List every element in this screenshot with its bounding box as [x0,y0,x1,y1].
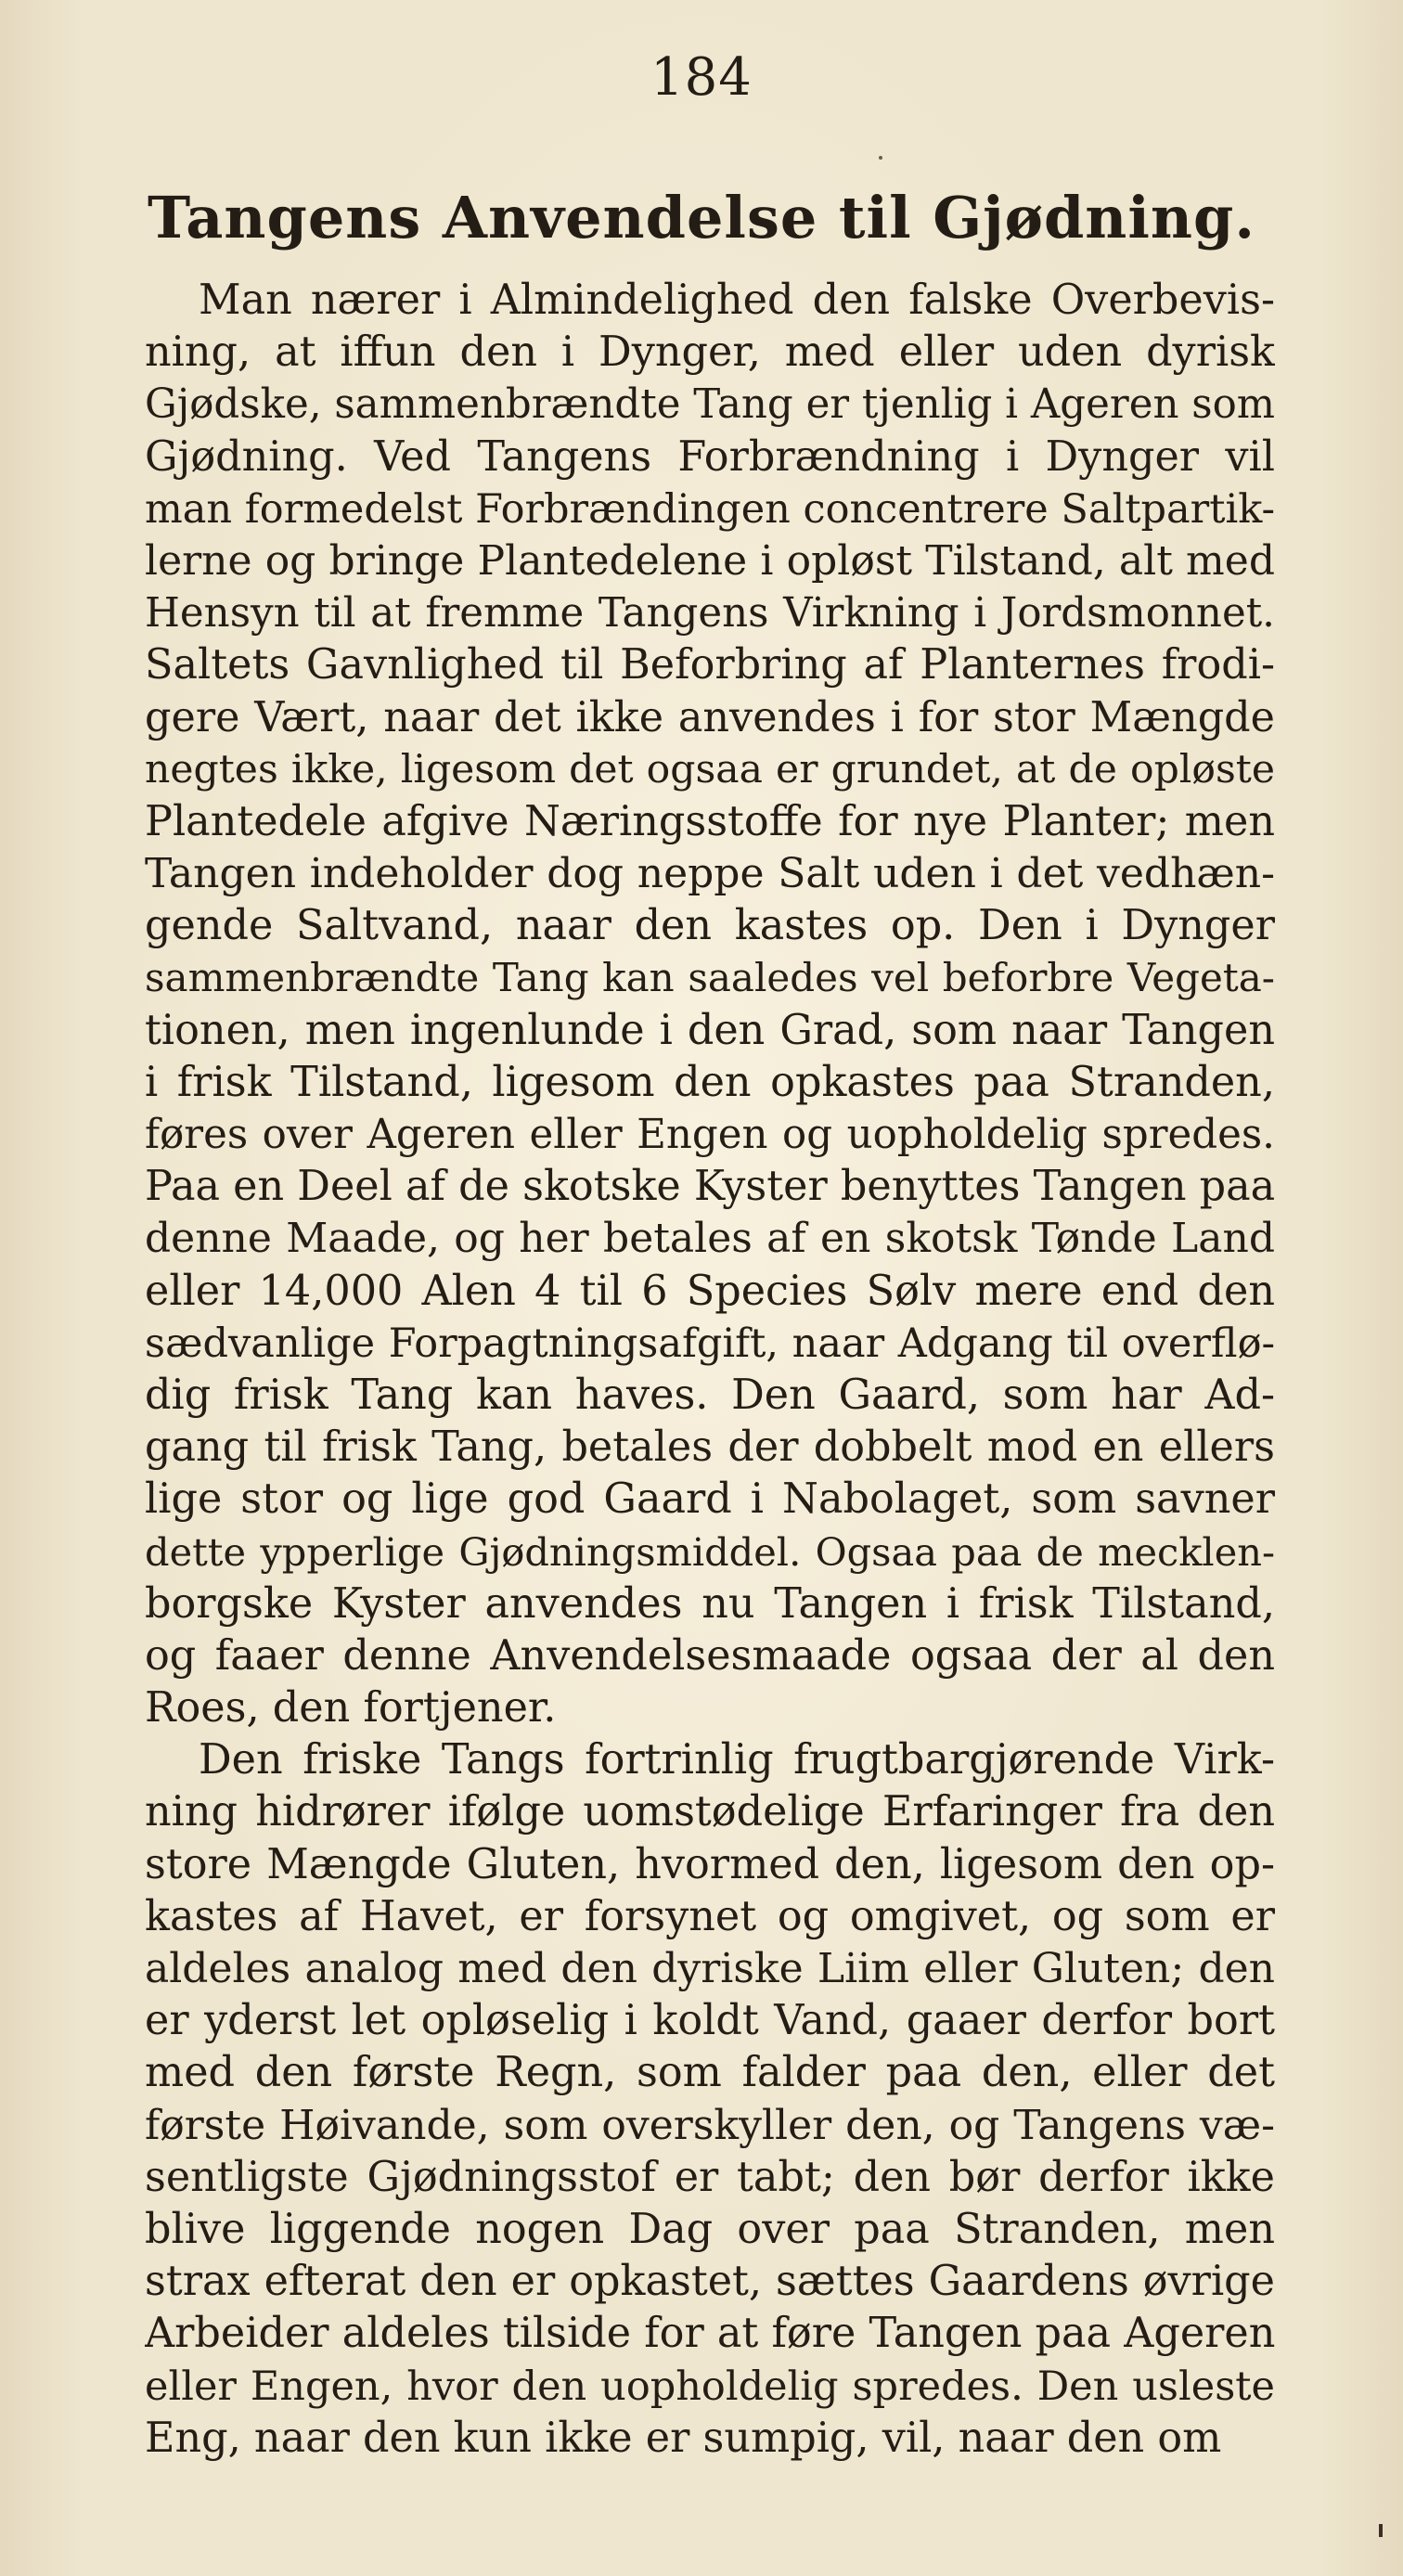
text-line: Den friske Tangs fortrinlig frugtbargjørende Virk- [199,1736,1275,1784]
text-line: denne Maade, og her betales af en skotsk Tønde Land [145,1215,1275,1263]
text-line: Tangen indeholder dog neppe Salt uden i det vedhæn- [145,850,1275,898]
text-line: strax efterat den er opkastet, sættes Gaardens øvrige [145,2258,1275,2306]
text-line: blive liggende nogen Dag over paa Stranden, men [145,2205,1275,2253]
text-line: ning, at iffun den i Dynger, med eller uden dyrisk [145,328,1275,377]
text-line: med den første Regn, som falder paa den, eller det [145,2049,1275,2097]
text-line: tionen, men ingenlunde i den Grad, som naar Tangen [145,1006,1275,1054]
text-line: Gjødske, sammenbrændte Tang er tjenlig i Ageren som [145,381,1275,429]
margin-mark [1379,2524,1383,2537]
text-line: store Mængde Gluten, hvormed den, ligesom den op- [145,1840,1275,1888]
text-line: Paa en Deel af de skotske Kyster benyttes Tangen paa [145,1163,1275,1211]
text-line: gende Saltvand, naar den kastes op. Den i Dynger [145,902,1275,950]
text-line: Hensyn til at fremme Tangens Virkning i Jordsmonnet. [145,590,1275,638]
text-line: Arbeider aldeles tilside for at føre Tangen paa Ageren [145,2310,1275,2358]
text-line: Gjødning. Ved Tangens Forbrændning i Dynger vil [145,432,1275,481]
text-line: føres over Ageren eller Engen og uopholdelig spredes. [145,1112,1275,1158]
page-number: 184 [650,47,753,108]
text-line: Plantedele afgive Næringsstoffe for nye Planter; men [145,797,1275,845]
text-line: dig frisk Tang kan haves. Den Gaard, som har Ad- [145,1371,1275,1419]
text-line: borgske Kyster anvendes nu Tangen i frisk Tilstand, [145,1579,1275,1628]
text-line: aldeles analog med den dyriske Liim eller Gluten; den [145,1945,1275,1992]
text-line: sædvanlige Forpagtningsafgift, naar Adgang til overflø- [145,1320,1275,1367]
text-line: sammenbrændte Tang kan saaledes vel beforbre Vegeta- [145,955,1275,1001]
text-line: negtes ikke, ligesom det ogsaa er grundet, at de opløste [145,746,1275,792]
text-line: lige stor og lige god Gaard i Nabolaget, som savner [145,1475,1275,1524]
text-line: ning hidrører ifølge uomstødelige Erfaringer fra den [145,1788,1275,1836]
text-line: er yderst let opløselig i koldt Vand, gaaer derfor bort [145,1997,1275,2045]
text-line: Eng, naar den kun ikke er sumpig, vil, naar den om [145,2414,1222,2462]
section-heading: Tangens Anvendelse til Gjødning. [148,184,1255,251]
ink-speck [879,156,882,160]
text-line: lerne og bringe Plantedelene i opløst Tilstand, alt med [145,536,1275,585]
paragraph [145,1734,1275,2465]
text-line: i frisk Tilstand, ligesom den opkastes paa Stranden, [145,1058,1275,1106]
text-line: eller Engen, hvor den uopholdelig spredes. Den usleste [145,2363,1275,2410]
paragraph [145,275,1275,1734]
text-line: kastes af Havet, er forsynet og omgivet, og som er [145,1892,1275,1940]
text-line: Man nærer i Almindelighed den falske Overbevis- [199,277,1275,324]
text-line: gang til frisk Tang, betales der dobbelt mod en ellers [145,1423,1275,1472]
text-line: eller 14,000 Alen 4 til 6 Species Sølv mere end den [145,1267,1275,1315]
text-line: dette ypperlige Gjødningsmiddel. Ogsaa paa de mecklen- [145,1528,1275,1575]
text-line: Roes, den fortjener. [145,1684,557,1732]
text-line: første Høivande, som overskyller den, og Tangens væ- [145,2101,1275,2149]
text-line: sentligste Gjødningsstof er tabt; den bør derfor ikke [145,2153,1275,2201]
text-line: og faaer denne Anvendelsesmaade ogsaa der al den [145,1631,1275,1680]
text-line: man formedelst Forbrændingen concentrere Saltpartik- [145,485,1275,533]
text-line: gere Vært, naar det ikke anvendes i for stor Mængde [145,693,1275,741]
body-text [145,275,1275,2465]
text-line: Saltets Gavnlighed til Beforbring af Planternes frodi- [145,641,1275,689]
